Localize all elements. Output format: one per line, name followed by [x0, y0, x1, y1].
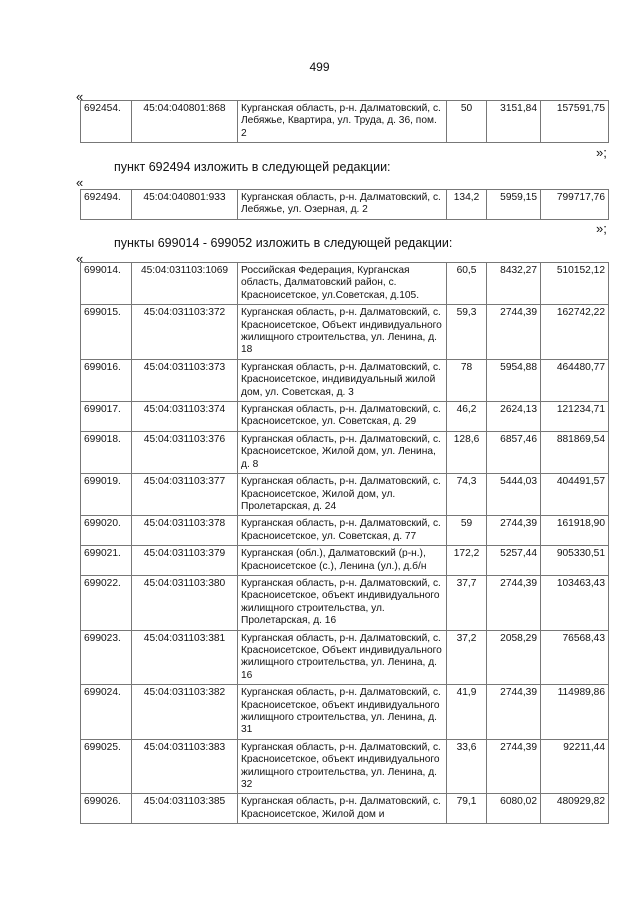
- address-cell: Российская Федерация, Курганская область, Далматовский район, с. Красноисетское, ул.Советская, д.105.: [238, 263, 447, 305]
- cadastral-number-cell: 45:04:031103:373: [132, 359, 238, 401]
- cadastral-cost-per-unit-cell: 5257,44: [487, 546, 541, 576]
- cadastral-number-cell: 45:04:031103:372: [132, 305, 238, 360]
- registry-table-3: [80, 262, 609, 824]
- row-number-cell: 692454.: [81, 101, 132, 143]
- row-number-cell: 699020.: [81, 516, 132, 546]
- address-cell: Курганская область, р-н. Далматовский, с. Красноисетское, ул. Советская, д. 29: [238, 402, 447, 432]
- address-cell: Курганская область, р-н. Далматовский, с. Красноисетское, ул. Советская, д. 77: [238, 516, 447, 546]
- area-cell: 59: [447, 516, 487, 546]
- area-cell: 74,3: [447, 474, 487, 516]
- address-cell: Курганская область, р-н. Далматовский, с. Красноисетское, Жилой дом, ул. Ленина, д. 8: [238, 431, 447, 473]
- table-row: [81, 263, 609, 305]
- cadastral-cost-per-unit-cell: 6080,02: [487, 794, 541, 824]
- table-row: [81, 474, 609, 516]
- row-number-cell: 699022.: [81, 575, 132, 630]
- area-cell: 37,2: [447, 630, 487, 685]
- cadastral-value-cell: 480929,82: [541, 794, 609, 824]
- table-row: [81, 402, 609, 432]
- cadastral-number-cell: 45:04:031103:383: [132, 739, 238, 794]
- cadastral-number-cell: 45:04:031103:1069: [132, 263, 238, 305]
- table-row: [81, 359, 609, 401]
- cadastral-cost-per-unit-cell: 2058,29: [487, 630, 541, 685]
- registry-table-2: [80, 189, 609, 220]
- cadastral-value-cell: 799717,76: [541, 190, 609, 220]
- row-number-cell: 699024.: [81, 685, 132, 740]
- cadastral-cost-per-unit-cell: 2744,39: [487, 685, 541, 740]
- cadastral-cost-per-unit-cell: 2744,39: [487, 575, 541, 630]
- area-cell: 37,7: [447, 575, 487, 630]
- cadastral-value-cell: 76568,43: [541, 630, 609, 685]
- row-number-cell: 699016.: [81, 359, 132, 401]
- close-quote: »;: [596, 221, 607, 236]
- cadastral-number-cell: 45:04:040801:868: [132, 101, 238, 143]
- cadastral-cost-per-unit-cell: 2744,39: [487, 305, 541, 360]
- row-number-cell: 692494.: [81, 190, 132, 220]
- cadastral-number-cell: 45:04:031103:377: [132, 474, 238, 516]
- address-cell: Курганская область, р-н. Далматовский, с. Красноисетское, Жилой дом и: [238, 794, 447, 824]
- row-number-cell: 699025.: [81, 739, 132, 794]
- cadastral-cost-per-unit-cell: 3151,84: [487, 101, 541, 143]
- row-number-cell: 699019.: [81, 474, 132, 516]
- cadastral-value-cell: 510152,12: [541, 263, 609, 305]
- address-cell: Курганская (обл.), Далматовский (р-н.), Красноисетское (с.), Ленина (ул.), д.б/н: [238, 546, 447, 576]
- address-cell: Курганская область, р-н. Далматовский, с. Красноисетское, объект индивидуального жилищного строительства, ул. Ленина, д. 32: [238, 739, 447, 794]
- cadastral-number-cell: 45:04:031103:374: [132, 402, 238, 432]
- address-cell: Курганская область, р-н. Далматовский, с. Красноисетское, Объект индивидуального жилищного строительства, ул. Ленина, д. 16: [238, 630, 447, 685]
- cadastral-value-cell: 161918,90: [541, 516, 609, 546]
- area-cell: 60,5: [447, 263, 487, 305]
- address-cell: Курганская область, р-н. Далматовский, с. Красноисетское, Объект индивидуального жилищного строительства, ул. Ленина, д. 18: [238, 305, 447, 360]
- cadastral-value-cell: 905330,51: [541, 546, 609, 576]
- row-number-cell: 699021.: [81, 546, 132, 576]
- area-cell: 78: [447, 359, 487, 401]
- table-row: [81, 685, 609, 740]
- amendment-paragraph: пункт 692494 изложить в следующей редакции:: [114, 160, 391, 174]
- address-cell: Курганская область, р-н. Далматовский, с. Лебяжье, ул. Озерная, д. 2: [238, 190, 447, 220]
- open-quote: «: [76, 175, 84, 190]
- row-number-cell: 699023.: [81, 630, 132, 685]
- table-row: [81, 630, 609, 685]
- row-number-cell: 699014.: [81, 263, 132, 305]
- table-row: [81, 305, 609, 360]
- cadastral-number-cell: 45:04:031103:376: [132, 431, 238, 473]
- table-row: [81, 101, 609, 143]
- table-row: [81, 516, 609, 546]
- cadastral-value-cell: 404491,57: [541, 474, 609, 516]
- area-cell: 79,1: [447, 794, 487, 824]
- cadastral-value-cell: 114989,86: [541, 685, 609, 740]
- area-cell: 41,9: [447, 685, 487, 740]
- cadastral-cost-per-unit-cell: 5444,03: [487, 474, 541, 516]
- cadastral-number-cell: 45:04:040801:933: [132, 190, 238, 220]
- cadastral-value-cell: 881869,54: [541, 431, 609, 473]
- row-number-cell: 699017.: [81, 402, 132, 432]
- cadastral-value-cell: 92211,44: [541, 739, 609, 794]
- cadastral-cost-per-unit-cell: 2744,39: [487, 739, 541, 794]
- table-row: [81, 794, 609, 824]
- cadastral-value-cell: 464480,77: [541, 359, 609, 401]
- close-quote: »;: [596, 145, 607, 160]
- open-quote: «: [76, 89, 84, 104]
- table-row: [81, 546, 609, 576]
- area-cell: 33,6: [447, 739, 487, 794]
- cadastral-cost-per-unit-cell: 2624,13: [487, 402, 541, 432]
- row-number-cell: 699015.: [81, 305, 132, 360]
- address-cell: Курганская область, р-н. Далматовский, с. Лебяжье, Квартира, ул. Труда, д. 36, пом. 2: [238, 101, 447, 143]
- cadastral-number-cell: 45:04:031103:382: [132, 685, 238, 740]
- cadastral-number-cell: 45:04:031103:379: [132, 546, 238, 576]
- address-cell: Курганская область, р-н. Далматовский, с. Красноисетское, Жилой дом, ул. Пролетарская, д. 24: [238, 474, 447, 516]
- open-quote: «: [76, 251, 84, 266]
- amendment-paragraph: пункты 699014 - 699052 изложить в следующей редакции:: [114, 236, 453, 250]
- table-row: [81, 190, 609, 220]
- page-number: 499: [309, 60, 330, 74]
- cadastral-number-cell: 45:04:031103:381: [132, 630, 238, 685]
- cadastral-cost-per-unit-cell: 5959,15: [487, 190, 541, 220]
- row-number-cell: 699026.: [81, 794, 132, 824]
- cadastral-cost-per-unit-cell: 6857,46: [487, 431, 541, 473]
- registry-table-1: [80, 100, 609, 143]
- cadastral-value-cell: 157591,75: [541, 101, 609, 143]
- cadastral-number-cell: 45:04:031103:385: [132, 794, 238, 824]
- area-cell: 59,3: [447, 305, 487, 360]
- address-cell: Курганская область, р-н. Далматовский, с. Красноисетское, объект индивидуального жилищного строительства, ул. Пролетарская, д. 16: [238, 575, 447, 630]
- area-cell: 134,2: [447, 190, 487, 220]
- cadastral-number-cell: 45:04:031103:380: [132, 575, 238, 630]
- cadastral-value-cell: 162742,22: [541, 305, 609, 360]
- cadastral-number-cell: 45:04:031103:378: [132, 516, 238, 546]
- cadastral-value-cell: 103463,43: [541, 575, 609, 630]
- area-cell: 50: [447, 101, 487, 143]
- area-cell: 172,2: [447, 546, 487, 576]
- cadastral-value-cell: 121234,71: [541, 402, 609, 432]
- address-cell: Курганская область, р-н. Далматовский, с. Красноисетское, индивидуальный жилой дом, ул. Советская, д. 3: [238, 359, 447, 401]
- row-number-cell: 699018.: [81, 431, 132, 473]
- area-cell: 128,6: [447, 431, 487, 473]
- cadastral-cost-per-unit-cell: 2744,39: [487, 516, 541, 546]
- address-cell: Курганская область, р-н. Далматовский, с. Красноисетское, объект индивидуального жилищного строительства, ул. Ленина, д. 31: [238, 685, 447, 740]
- cadastral-cost-per-unit-cell: 8432,27: [487, 263, 541, 305]
- table-row: [81, 575, 609, 630]
- table-row: [81, 431, 609, 473]
- table-row: [81, 739, 609, 794]
- area-cell: 46,2: [447, 402, 487, 432]
- cadastral-cost-per-unit-cell: 5954,88: [487, 359, 541, 401]
